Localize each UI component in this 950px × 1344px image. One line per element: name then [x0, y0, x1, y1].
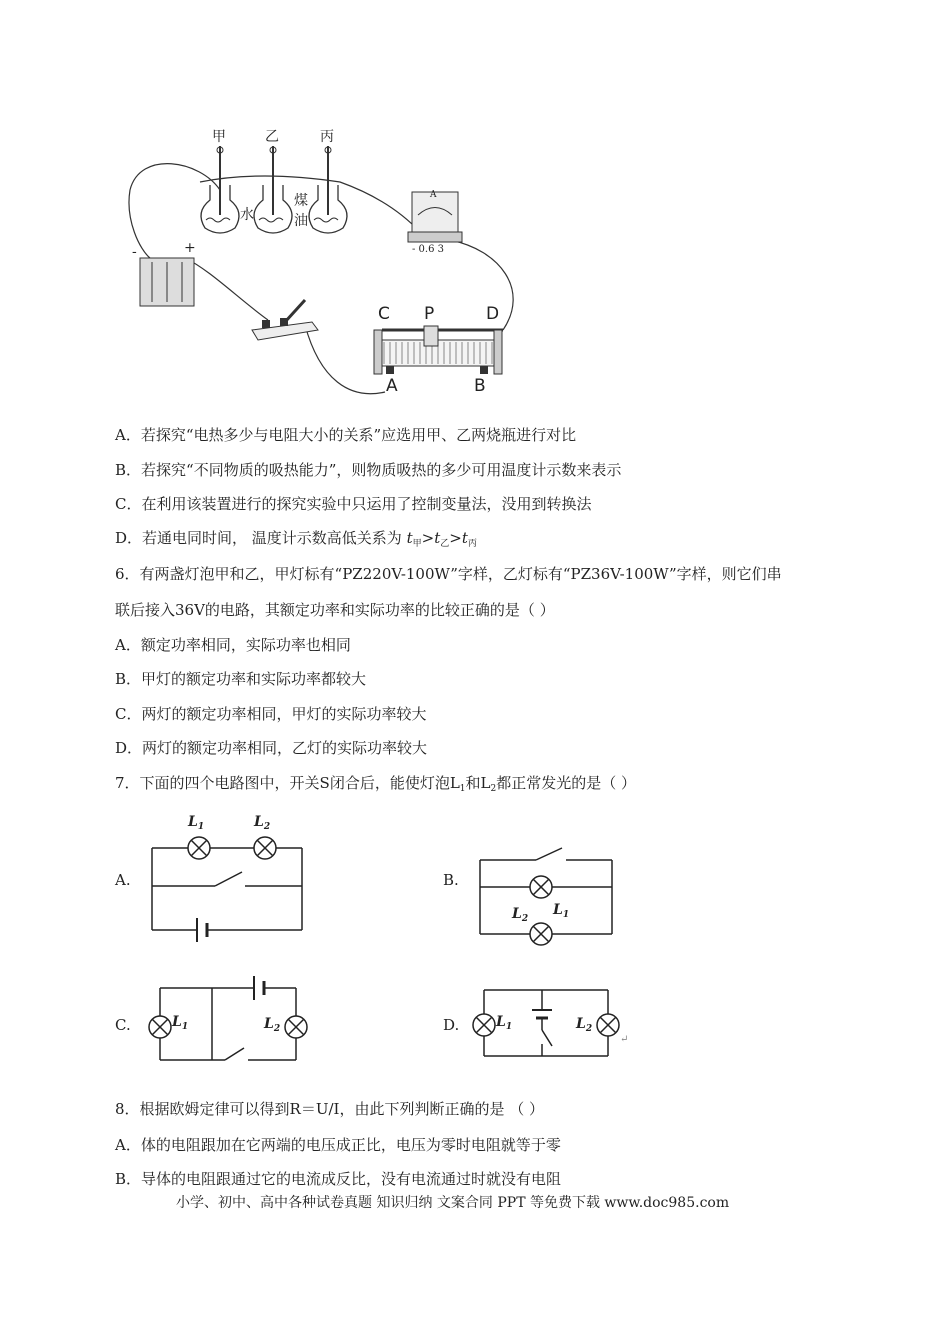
- q5-option-d-text: D．若通电同时间， 温度计示数高低关系为: [115, 529, 402, 547]
- q5-option-a: A．若探究“电热多少与电阻大小的关系”应选用甲、乙两烧瓶进行对比: [115, 426, 577, 444]
- flask-label-jia: 甲: [212, 129, 226, 145]
- q6-option-b: B．甲灯的额定功率和实际功率都较大: [115, 670, 367, 688]
- circuit-a-lamp2-label: $L_2$: [254, 814, 271, 832]
- experiment-apparatus-figure: [0, 0, 950, 420]
- rheostat-label-p: P: [424, 304, 435, 324]
- q7-label-a: A.: [115, 871, 131, 889]
- circuit-c-lamp1-label: $L_1$: [172, 1014, 189, 1032]
- q7-label-d: D.: [443, 1016, 460, 1034]
- battery-plus-label: +: [184, 240, 196, 256]
- rheostat: [374, 326, 503, 374]
- q7-label-b: B.: [443, 871, 459, 889]
- q6-option-d: D．两灯的额定功率相同，乙灯的实际功率较大: [115, 739, 428, 757]
- q6-option-a: A．额定功率相同，实际功率也相同: [115, 636, 351, 654]
- liquid-kerosene-label-1: 煤: [294, 193, 308, 209]
- q8-option-b: B．导体的电阻跟通过它的电流成反比，没有电流通过时就没有电阻: [115, 1170, 562, 1188]
- circuit-a-lamp1-label: $L_1$: [188, 814, 205, 832]
- flask-bing: [309, 146, 347, 233]
- liquid-kerosene-label-2: 油: [294, 213, 308, 229]
- circuit-d-lamp2-label: $L_2$: [576, 1016, 593, 1034]
- q6-option-c: C．两灯的额定功率相同，甲灯的实际功率较大: [115, 705, 427, 723]
- ammeter-symbol: A: [430, 190, 437, 200]
- q5-option-b: B．若探究“不同物质的吸热能力”，则物质吸热的多少可用温度计示数来表示: [115, 461, 622, 479]
- q5-option-c: C．在利用该装置进行的探究实验中只运用了控制变量法，没用到转换法: [115, 495, 592, 513]
- rheostat-label-b: B: [474, 376, 486, 396]
- q5-option-d: D．若通电同时间， 温度计示数高低关系为 $t_甲>t_乙>t_丙$: [115, 529, 477, 549]
- rheostat-label-c: C: [378, 304, 390, 324]
- circuit-c-lamp2-label: $L_2$: [264, 1016, 281, 1034]
- flask-label-yi: 乙: [265, 129, 279, 145]
- flask-label-bing: 丙: [320, 129, 334, 145]
- battery: [140, 258, 194, 306]
- battery-minus-label: -: [132, 244, 137, 260]
- circuit-d-lamp1-label: $L_1$: [496, 1014, 513, 1032]
- q7-label-c: C.: [115, 1016, 131, 1034]
- circuit-b-lamp1-label: $L_1$: [553, 902, 570, 920]
- return-mark: ↵: [620, 1034, 629, 1045]
- ammeter-scale-label: - 0.6 3: [412, 244, 445, 255]
- page-footer: 小学、初中、高中各种试卷真题 知识归纳 文案合同 PPT 等免费下载 www.doc985.com: [176, 1195, 730, 1211]
- circuit-b-lamp2-label: $L_2$: [512, 906, 529, 924]
- q6-stem-line2: 联后接入36V的电路，其额定功率和实际功率的比较正确的是（ ）: [115, 601, 555, 619]
- q8-option-a: A．体的电阻跟加在它两端的电压成正比，电压为零时电阻就等于零: [115, 1136, 561, 1154]
- rheostat-label-a: A: [386, 376, 398, 396]
- liquid-water-label: 水: [240, 207, 254, 223]
- flask-yi: [254, 146, 292, 233]
- q6-stem-line1: 6．有两盏灯泡甲和乙，甲灯标有“PZ220V-100W”字样，乙灯标有“PZ36V-100W”字样，则它们串: [115, 565, 782, 583]
- q7-stem: 7．下面的四个电路图中，开关S闭合后，能使灯泡$L_1$和$L_2$都正常发光的是（ ）: [115, 774, 637, 794]
- flask-jia: [201, 146, 239, 233]
- rheostat-label-d: D: [486, 304, 500, 324]
- q8-stem: 8．根据欧姆定律可以得到R＝U/I，由此下列判断正确的是 （ ）: [115, 1100, 544, 1118]
